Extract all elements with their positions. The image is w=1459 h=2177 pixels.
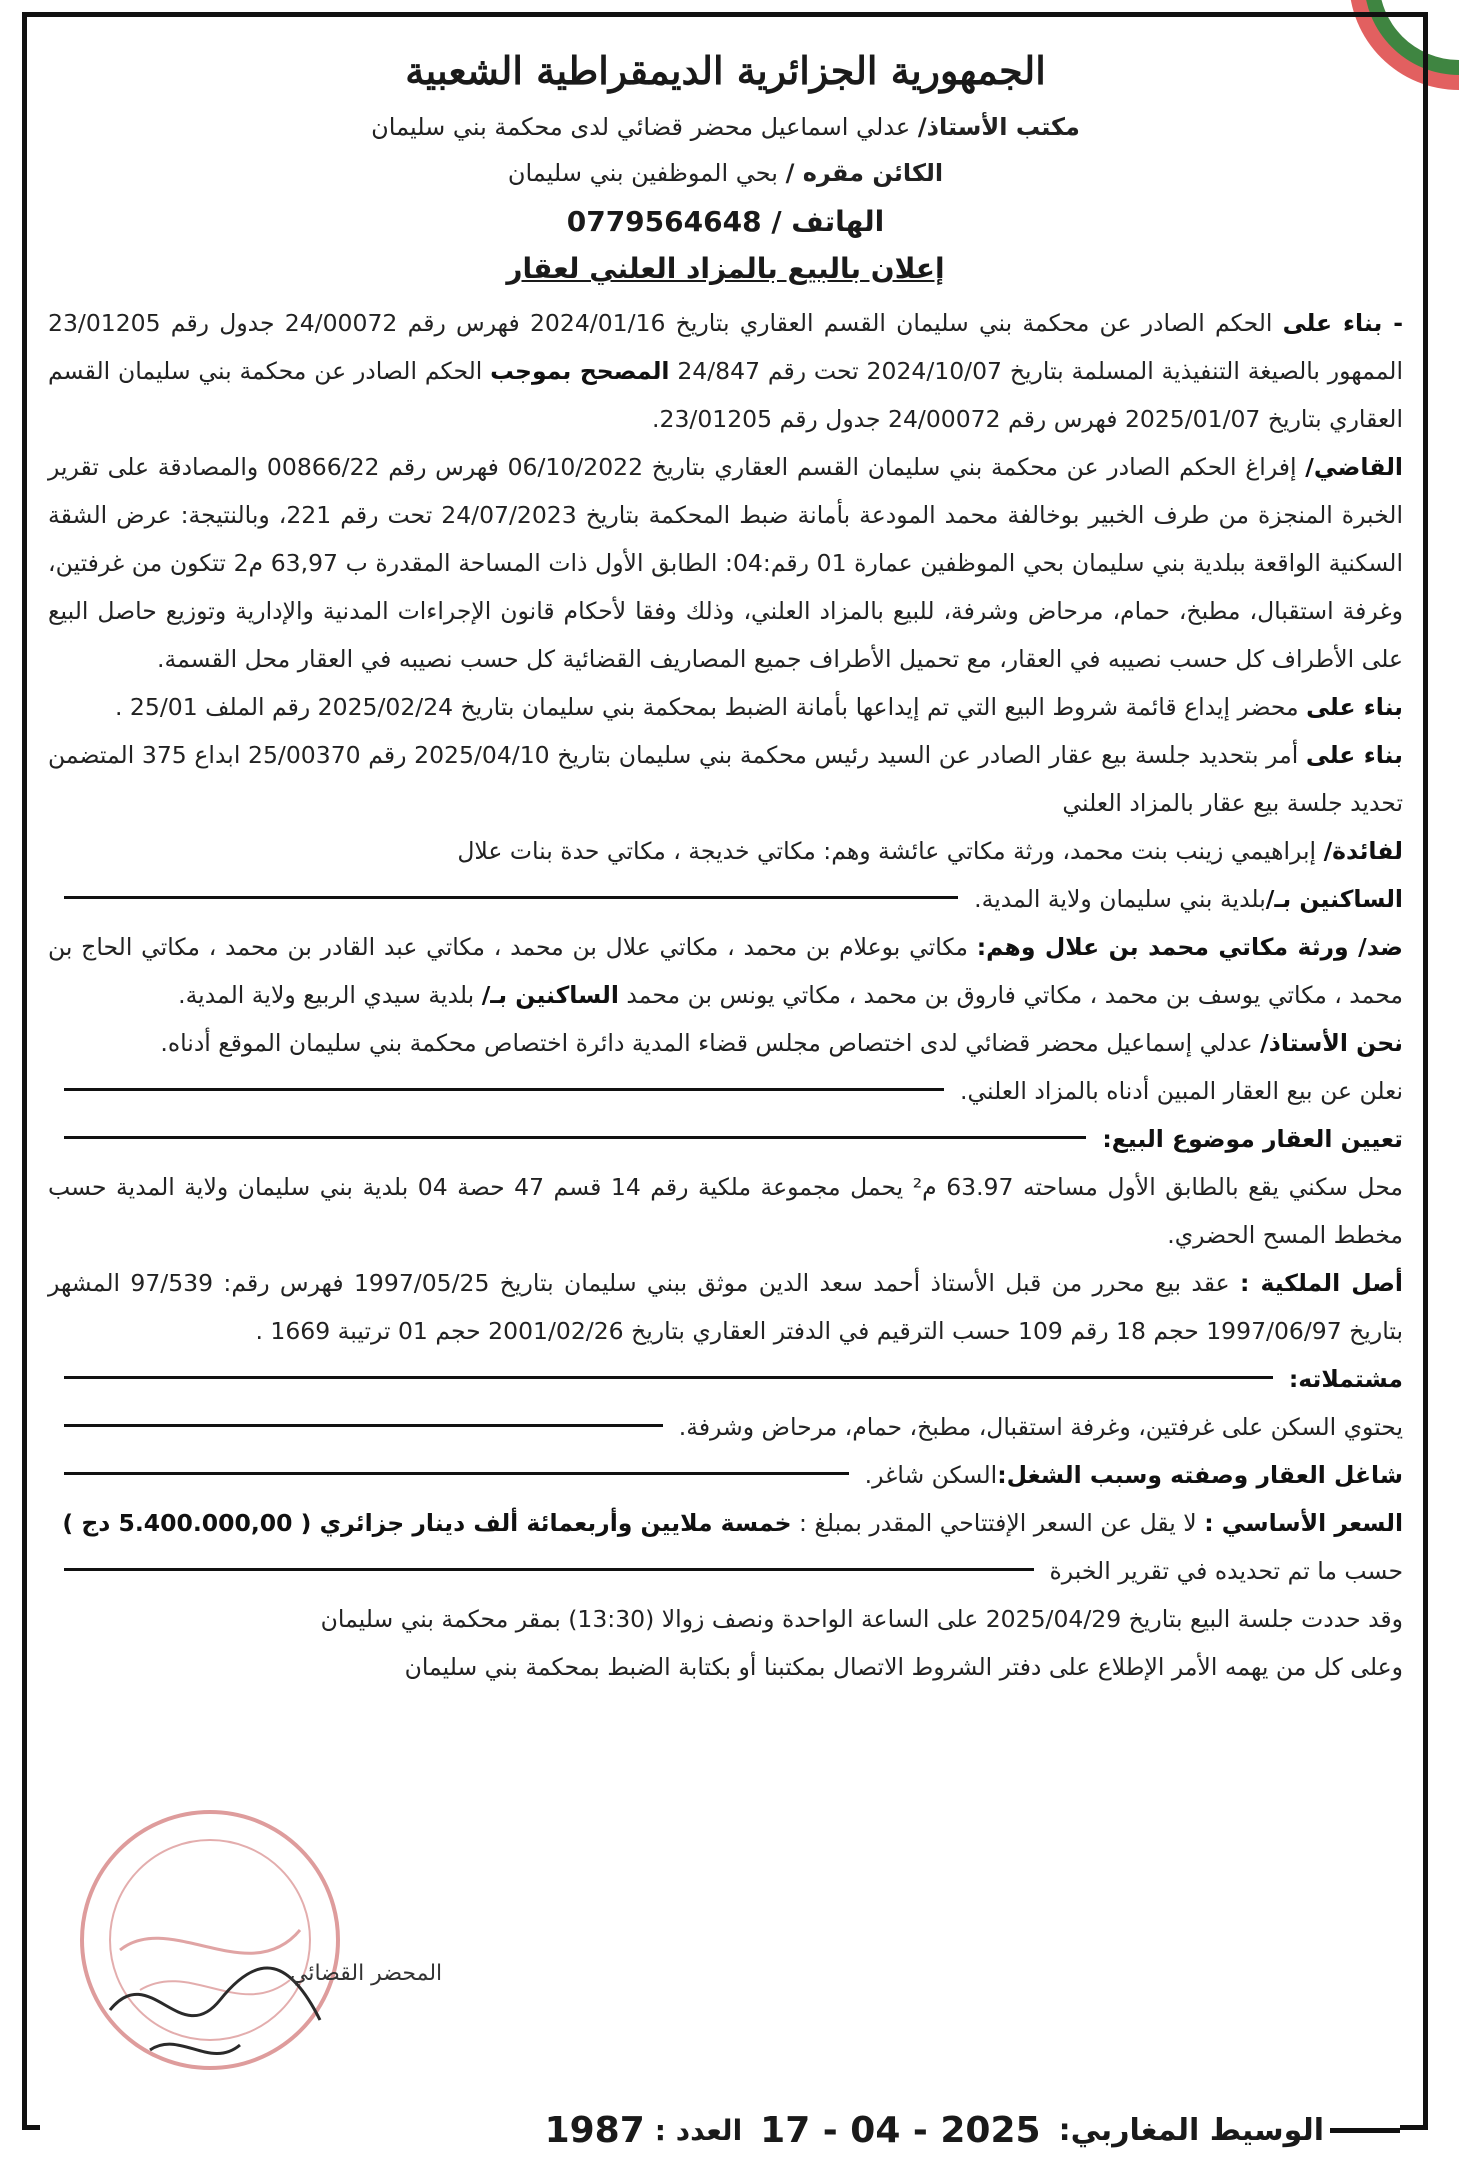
s3-label: مشتملاته: (1288, 1365, 1403, 1393)
s5-label: السعر الأساسي : (1204, 1509, 1403, 1537)
s6b-text: وعلى كل من يهمه الأمر الإطلاع على دفتر الشروط الاتصال بمكتبنا أو بكتابة الضبط بمحكمة بني سليمان (404, 1653, 1403, 1681)
fill-rule (64, 1568, 1034, 1571)
paragraph-bailiff (48, 1019, 1403, 1067)
beneficiary-residence-line (48, 875, 1403, 923)
paragraph-property (48, 1163, 1403, 1259)
s2-label: أصل الملكية : (1240, 1269, 1403, 1297)
p6-res-label: الساكنين بـ/ (481, 981, 619, 1009)
fill-rule (64, 896, 958, 899)
footer-rule (1330, 2128, 1400, 2133)
p3-text: محضر إيداع قائمة شروط البيع التي تم إيداعها بأمانة الضبط بمحكمة بني سليمان بتاريخ 2025/02/24 رقم الملف 25/01 . (114, 693, 1299, 721)
s5-amount: خمسة ملايين وأربعمائة ألف دينار جزائري ( 5.400.000,00 دج ) (62, 1509, 792, 1537)
phone-number: 0779564648 (566, 205, 762, 238)
p5-res-text: بلدية بني سليمان ولاية المدية. (974, 885, 1266, 913)
fill-rule (64, 1088, 944, 1091)
s5-text: لا يقل عن السعر الإفتتاحي المقدر بمبلغ : (799, 1509, 1197, 1537)
paragraph-session (48, 1595, 1403, 1643)
p6-text: مكاتي بوعلام بن محمد ، مكاتي علال بن محمد ، مكاتي عبد القادر بن محمد ، مكاتي الحاج بن محمد ، مكاتي يوسف بن محمد ، مكاتي فاروق بن محمد ، مكاتي يونس بن محمد (48, 933, 1403, 1009)
price-note-line (48, 1547, 1403, 1595)
paragraph-inquiry (48, 1643, 1403, 1691)
p3-label: بناء على (1306, 693, 1403, 721)
issue-number: 1987 (544, 2109, 645, 2151)
paragraph-defendants (48, 923, 1403, 1019)
s2-text: عقد بيع محرر من قبل الأستاذ أحمد سعد الدين موثق ببني سليمان بتاريخ 1997/05/25 فهرس رقم: 97/539 المشهر بتاريخ 1997/06/97 حجم 18 رقم 109 حسب الترقيم في الدفتر العقاري بتاريخ 2001/02/26 حجم 01 ترتيبة 1669 . (48, 1269, 1403, 1345)
office-line (48, 113, 1403, 141)
office-text: عدلي اسماعيل محضر قضائي لدى محكمة بني سليمان (371, 113, 911, 141)
issue-label: العدد : (654, 2113, 743, 2147)
paragraph-judgment (48, 299, 1403, 443)
phone-label: الهاتف / (771, 205, 885, 238)
fill-rule (64, 1424, 663, 1427)
office-label: مكتب الأستاذ/ (917, 113, 1080, 141)
signature-caption: المحضر القضائي (290, 1961, 443, 1986)
contents-heading-line (48, 1355, 1403, 1403)
s4-text: السكن شاغر. (864, 1461, 998, 1489)
p2-text: إفراغ الحكم الصادر عن محكمة بني سليمان القسم العقاري بتاريخ 06/10/2022 فهرس رقم 00866/22 والمصادقة على تقرير الخبرة المنجزة من طرف الخبير بوخالفة محمد المودعة بأمانة ضبط المحكمة بتاريخ 24/07/2023 تحت رقم 221، وبالنتيجة: عرض الشقة السكنية الواقعة ببلدية بني سليمان بحي الموظفين عمارة 01 رقم:04: الطابق الأول ذات المساحة المقدرة ب 63,97 م2 تتكون من غرفتين، وغرفة استقبال، مطبخ، حمام، مرحاض وشرفة، للبيع بالمزاد العلني، وذلك وفقا لأحكام قانون الإجراءات المدنية والإدارية وتوزيع حاصل البيع على الأطراف كل حسب نصيبه في العقار، مع تحميل الأطراف جميع المصاريف القضائية كل حسب نصيبه في العقار محل القسمة. (48, 453, 1403, 673)
signature (90, 1920, 443, 2090)
paragraph-beneficiary (48, 827, 1403, 875)
p7-text: عدلي إسماعيل محضر قضائي لدى اختصاص مجلس قضاء المدية دائرة اختصاص محكمة بني سليمان الموقع أدناه. (160, 1029, 1253, 1057)
paragraph-price (48, 1499, 1403, 1547)
paragraph-ruling (48, 443, 1403, 683)
paragraph-ownership (48, 1259, 1403, 1355)
republic-heading: الجمهورية الجزائرية الديمقراطية الشعبية (405, 48, 1046, 93)
contents-line (48, 1403, 1403, 1451)
s6-text: وقد حددت جلسة البيع بتاريخ 2025/04/29 على الساعة الواحدة ونصف زوالا (13:30) بمقر محكمة بني سليمان (320, 1605, 1403, 1633)
fill-rule (64, 1136, 1086, 1139)
p1-bold: المصحح بموجب (490, 357, 670, 385)
p5-label: لفائدة/ (1323, 837, 1403, 865)
s5b-text: حسب ما تم تحديده في تقرير الخبرة (1049, 1557, 1403, 1585)
address-text: بحي الموظفين بني سليمان (507, 159, 778, 187)
p1b-text: الحكم الصادر عن محكمة بني سليمان القسم العقاري بتاريخ 2025/01/07 فهرس رقم 24/00072 جدول رقم 23/01205. (48, 357, 1403, 433)
fill-rule (64, 1472, 849, 1475)
announcement-document (48, 40, 1403, 1691)
p2-label: القاضي/ (1305, 453, 1403, 481)
occupant-line (48, 1451, 1403, 1499)
phone-line (48, 205, 1403, 238)
announce-line (48, 1067, 1403, 1115)
p5-res-label: الساكنين بـ/ (1265, 885, 1403, 913)
p7b-text: نعلن عن بيع العقار المبين أدناه بالمزاد العلني. (959, 1077, 1403, 1105)
paragraph-deposit (48, 683, 1403, 731)
s4-label: شاغل العقار وصفته وسبب الشغل: (997, 1461, 1403, 1489)
announcement-title: إعلان بالبيع بالمزاد العلني لعقار (506, 252, 945, 285)
address-line (48, 159, 1403, 187)
newspaper-footer (40, 2105, 1400, 2155)
p1-text: الحكم الصادر عن محكمة بني سليمان القسم العقاري بتاريخ 2024/01/16 فهرس رقم 24/00072 جدول رقم 23/01205 الممهور بالصيغة التنفيذية المسلمة بتاريخ 2024/10/07 تحت رقم 24/847 (48, 309, 1403, 385)
p7-label: نحن الأستاذ/ (1260, 1029, 1403, 1057)
publication-date: 17 - 04 - 2025 (760, 2109, 1041, 2151)
address-label: الكائن مقره / (785, 159, 944, 187)
p1-label: - بناء على (1282, 309, 1403, 337)
p4-label: بناء على (1305, 741, 1403, 769)
p4-text: أمر بتحديد جلسة بيع عقار الصادر عن السيد رئيس محكمة بني سليمان بتاريخ 2025/04/10 رقم 25/00370 ابداع 375 المتضمن تحديد جلسة بيع عقار بالمزاد العلني (48, 741, 1403, 817)
p6-res-text: بلدية سيدي الربيع ولاية المدية. (178, 981, 475, 1009)
s3-text: يحتوي السكن على غرفتين، وغرفة استقبال، مطبخ، حمام، مرحاض وشرفة. (678, 1413, 1403, 1441)
p6-label: ضد/ ورثة مكاتي محمد بن علال وهم: (976, 933, 1403, 961)
paragraph-order (48, 731, 1403, 827)
fill-rule (64, 1376, 1273, 1379)
property-heading-line (48, 1115, 1403, 1163)
newspaper-name: الوسيط المغاربي: (1058, 2112, 1324, 2148)
p5-text: إبراهيمي زينب بنت محمد، ورثة مكاتي عائشة وهم: مكاتي خديجة ، مكاتي حدة بنات علال (457, 837, 1317, 865)
s1-text: محل سكني يقع بالطابق الأول مساحته 63.97 م² يحمل مجموعة ملكية رقم 14 قسم 47 حصة 04 بلدية بني سليمان ولاية المدية حسب مخطط المسح الحضري. (48, 1173, 1403, 1249)
s1-label: تعيين العقار موضوع البيع: (1102, 1125, 1403, 1153)
